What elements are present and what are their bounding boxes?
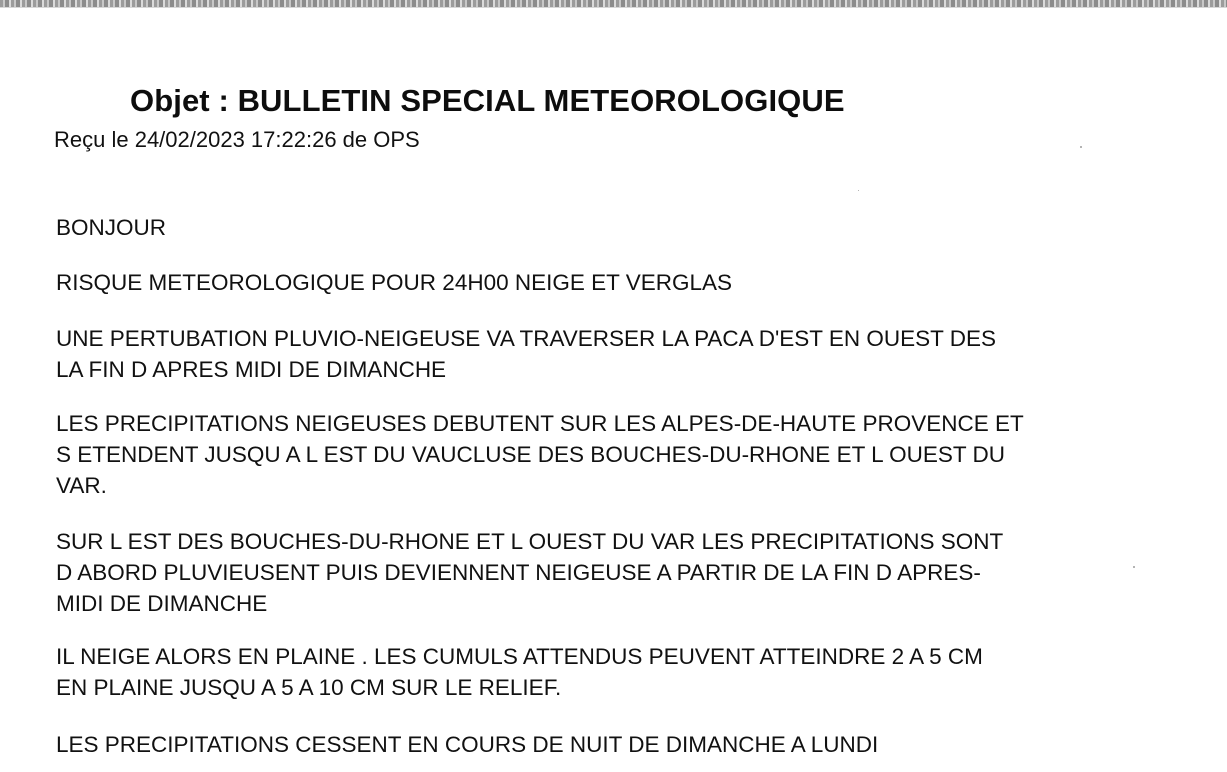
scan-speck (1133, 566, 1135, 568)
text-line: MIDI DE DIMANCHE (56, 591, 268, 616)
paragraph-east-var (56, 526, 1003, 619)
text-line: IL NEIGE ALORS EN PLAINE . LES CUMULS ATTENDUS PEUVENT ATTEINDRE 2 A 5 CM (56, 644, 983, 669)
text-line: EN PLAINE JUSQU A 5 A 10 CM SUR LE RELIEF. (56, 675, 562, 700)
text-line: UNE PERTUBATION PLUVIO-NEIGEUSE VA TRAVERSER LA PACA D'EST EN OUEST DES (56, 326, 996, 351)
received-info: Reçu le 24/02/2023 17:22:26 de OPS (54, 127, 420, 152)
paragraph-disturbance (56, 323, 996, 385)
text-line: S ETENDENT JUSQU A L EST DU VAUCLUSE DES BOUCHES-DU-RHONE ET L OUEST DU (56, 442, 1005, 467)
text-line: SUR L EST DES BOUCHES-DU-RHONE ET L OUEST DU VAR LES PRECIPITATIONS SONT (56, 529, 1004, 554)
text-line: LES PRECIPITATIONS NEIGEUSES DEBUTENT SUR LES ALPES-DE-HAUTE PROVENCE ET (56, 411, 1024, 436)
scan-speck (1080, 146, 1082, 148)
text-line: LA FIN D APRES MIDI DE DIMANCHE (56, 357, 447, 382)
paragraph-accumulation (56, 641, 983, 703)
bulletin-subject: Objet : BULLETIN SPECIAL METEOROLOGIQUE (130, 83, 845, 118)
greeting: BONJOUR (56, 215, 167, 240)
text-line: VAR. (56, 473, 107, 498)
paragraph-snow-start (56, 408, 1024, 501)
paragraph-end: LES PRECIPITATIONS CESSENT EN COURS DE NUIT DE DIMANCHE A LUNDI (56, 732, 879, 757)
text-line: D ABORD PLUVIEUSENT PUIS DEVIENNENT NEIGEUSE A PARTIR DE LA FIN D APRES- (56, 560, 981, 585)
scan-top-edge-line (0, 7, 1227, 8)
scan-speck (858, 190, 859, 191)
scan-top-edge (0, 0, 1227, 7)
risk-line: RISQUE METEOROLOGIQUE POUR 24H00 NEIGE ET VERGLAS (56, 270, 733, 295)
